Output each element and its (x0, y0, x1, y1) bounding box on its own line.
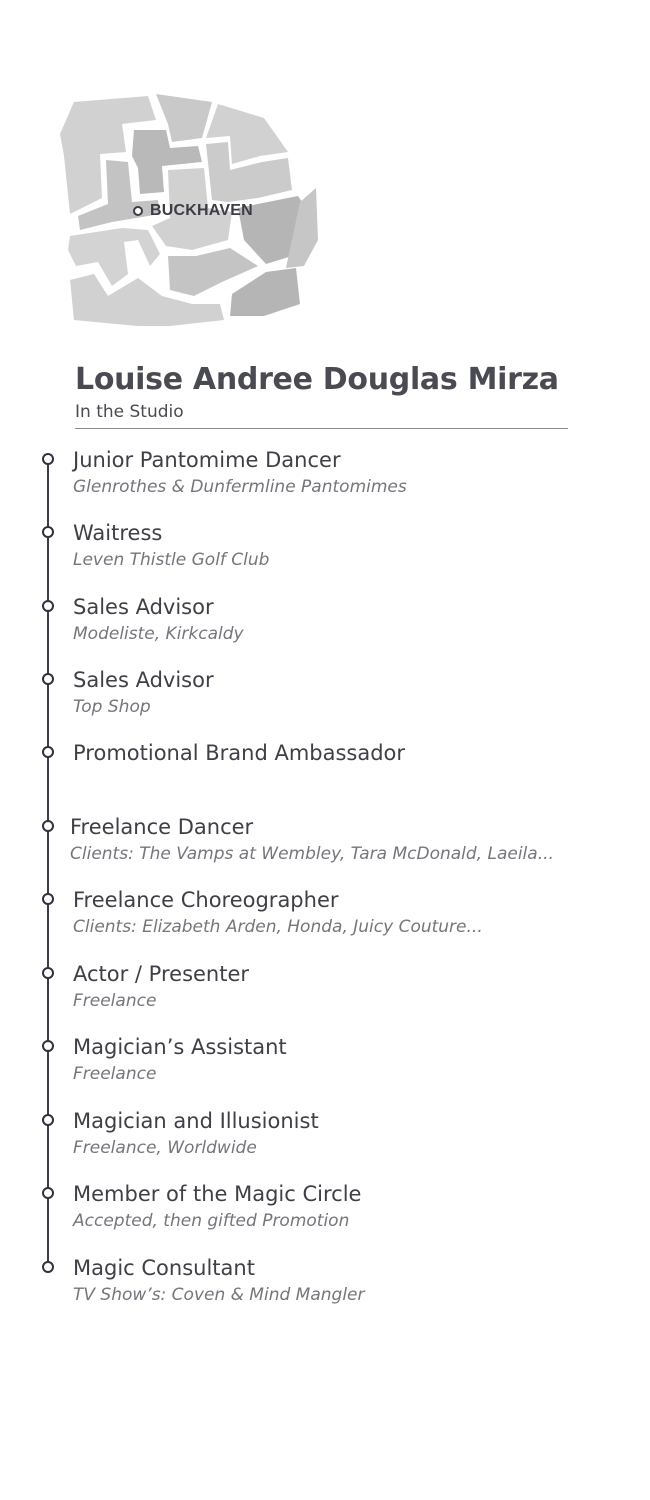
entry-title: Magician’s Assistant (73, 1035, 287, 1059)
entry-title: Sales Advisor (73, 668, 214, 692)
timeline-line (47, 459, 49, 1267)
entry-title: Waitress (73, 521, 163, 545)
profile-header (75, 360, 568, 429)
entry-title: Sales Advisor (73, 595, 214, 619)
entry-title: Magician and Illusionist (73, 1109, 319, 1133)
timeline-dot-icon (42, 453, 54, 465)
town-marker-icon (133, 206, 143, 216)
timeline-dot-icon (42, 967, 54, 979)
entry-detail: Clients: The Vamps at Wembley, Tara McDonald, Laeila... (70, 844, 554, 864)
timeline-dot-icon (42, 1261, 54, 1273)
timeline-dot-icon (42, 673, 54, 685)
entry-detail: Freelance (73, 1064, 157, 1084)
entry-detail: Clients: Elizabeth Arden, Honda, Juicy Couture... (73, 917, 483, 937)
map-town-label (133, 200, 253, 222)
entry-title: Actor / Presenter (73, 962, 250, 986)
header-divider (75, 428, 568, 429)
timeline-dot-icon (42, 600, 54, 612)
entry-title: Freelance Choreographer (73, 888, 339, 912)
map-block (230, 268, 300, 316)
timeline-dot-icon (42, 526, 54, 538)
timeline-dot-icon (42, 746, 54, 758)
timeline-dot-icon (42, 1187, 54, 1199)
timeline-dot-icon (42, 1114, 54, 1126)
entry-detail: Top Shop (73, 697, 151, 717)
entry-title: Promotional Brand Ambassador (73, 741, 406, 765)
entry-title: Freelance Dancer (70, 815, 254, 839)
entry-detail: Freelance (73, 991, 157, 1011)
entry-detail: Glenrothes & Dunfermline Pantomimes (73, 477, 407, 497)
timeline-dot-icon (42, 893, 54, 905)
timeline-dot-icon (42, 820, 54, 832)
profile-name: Louise Andree Douglas Mirza (75, 362, 559, 397)
entry-detail: Modeliste, Kirkcaldy (73, 624, 244, 644)
entry-detail: TV Show’s: Coven & Mind Mangler (73, 1285, 365, 1305)
entry-title: Member of the Magic Circle (73, 1182, 362, 1206)
entry-title: Junior Pantomime Dancer (73, 448, 341, 472)
town-name: BUCKHAVEN (150, 202, 253, 219)
entry-detail: Leven Thistle Golf Club (73, 550, 270, 570)
timeline-dot-icon (42, 1040, 54, 1052)
entry-detail: Freelance, Worldwide (73, 1138, 257, 1158)
entry-detail: Accepted, then gifted Promotion (73, 1211, 350, 1231)
profile-subtitle: In the Studio (75, 402, 184, 422)
entry-title: Magic Consultant (73, 1256, 255, 1280)
